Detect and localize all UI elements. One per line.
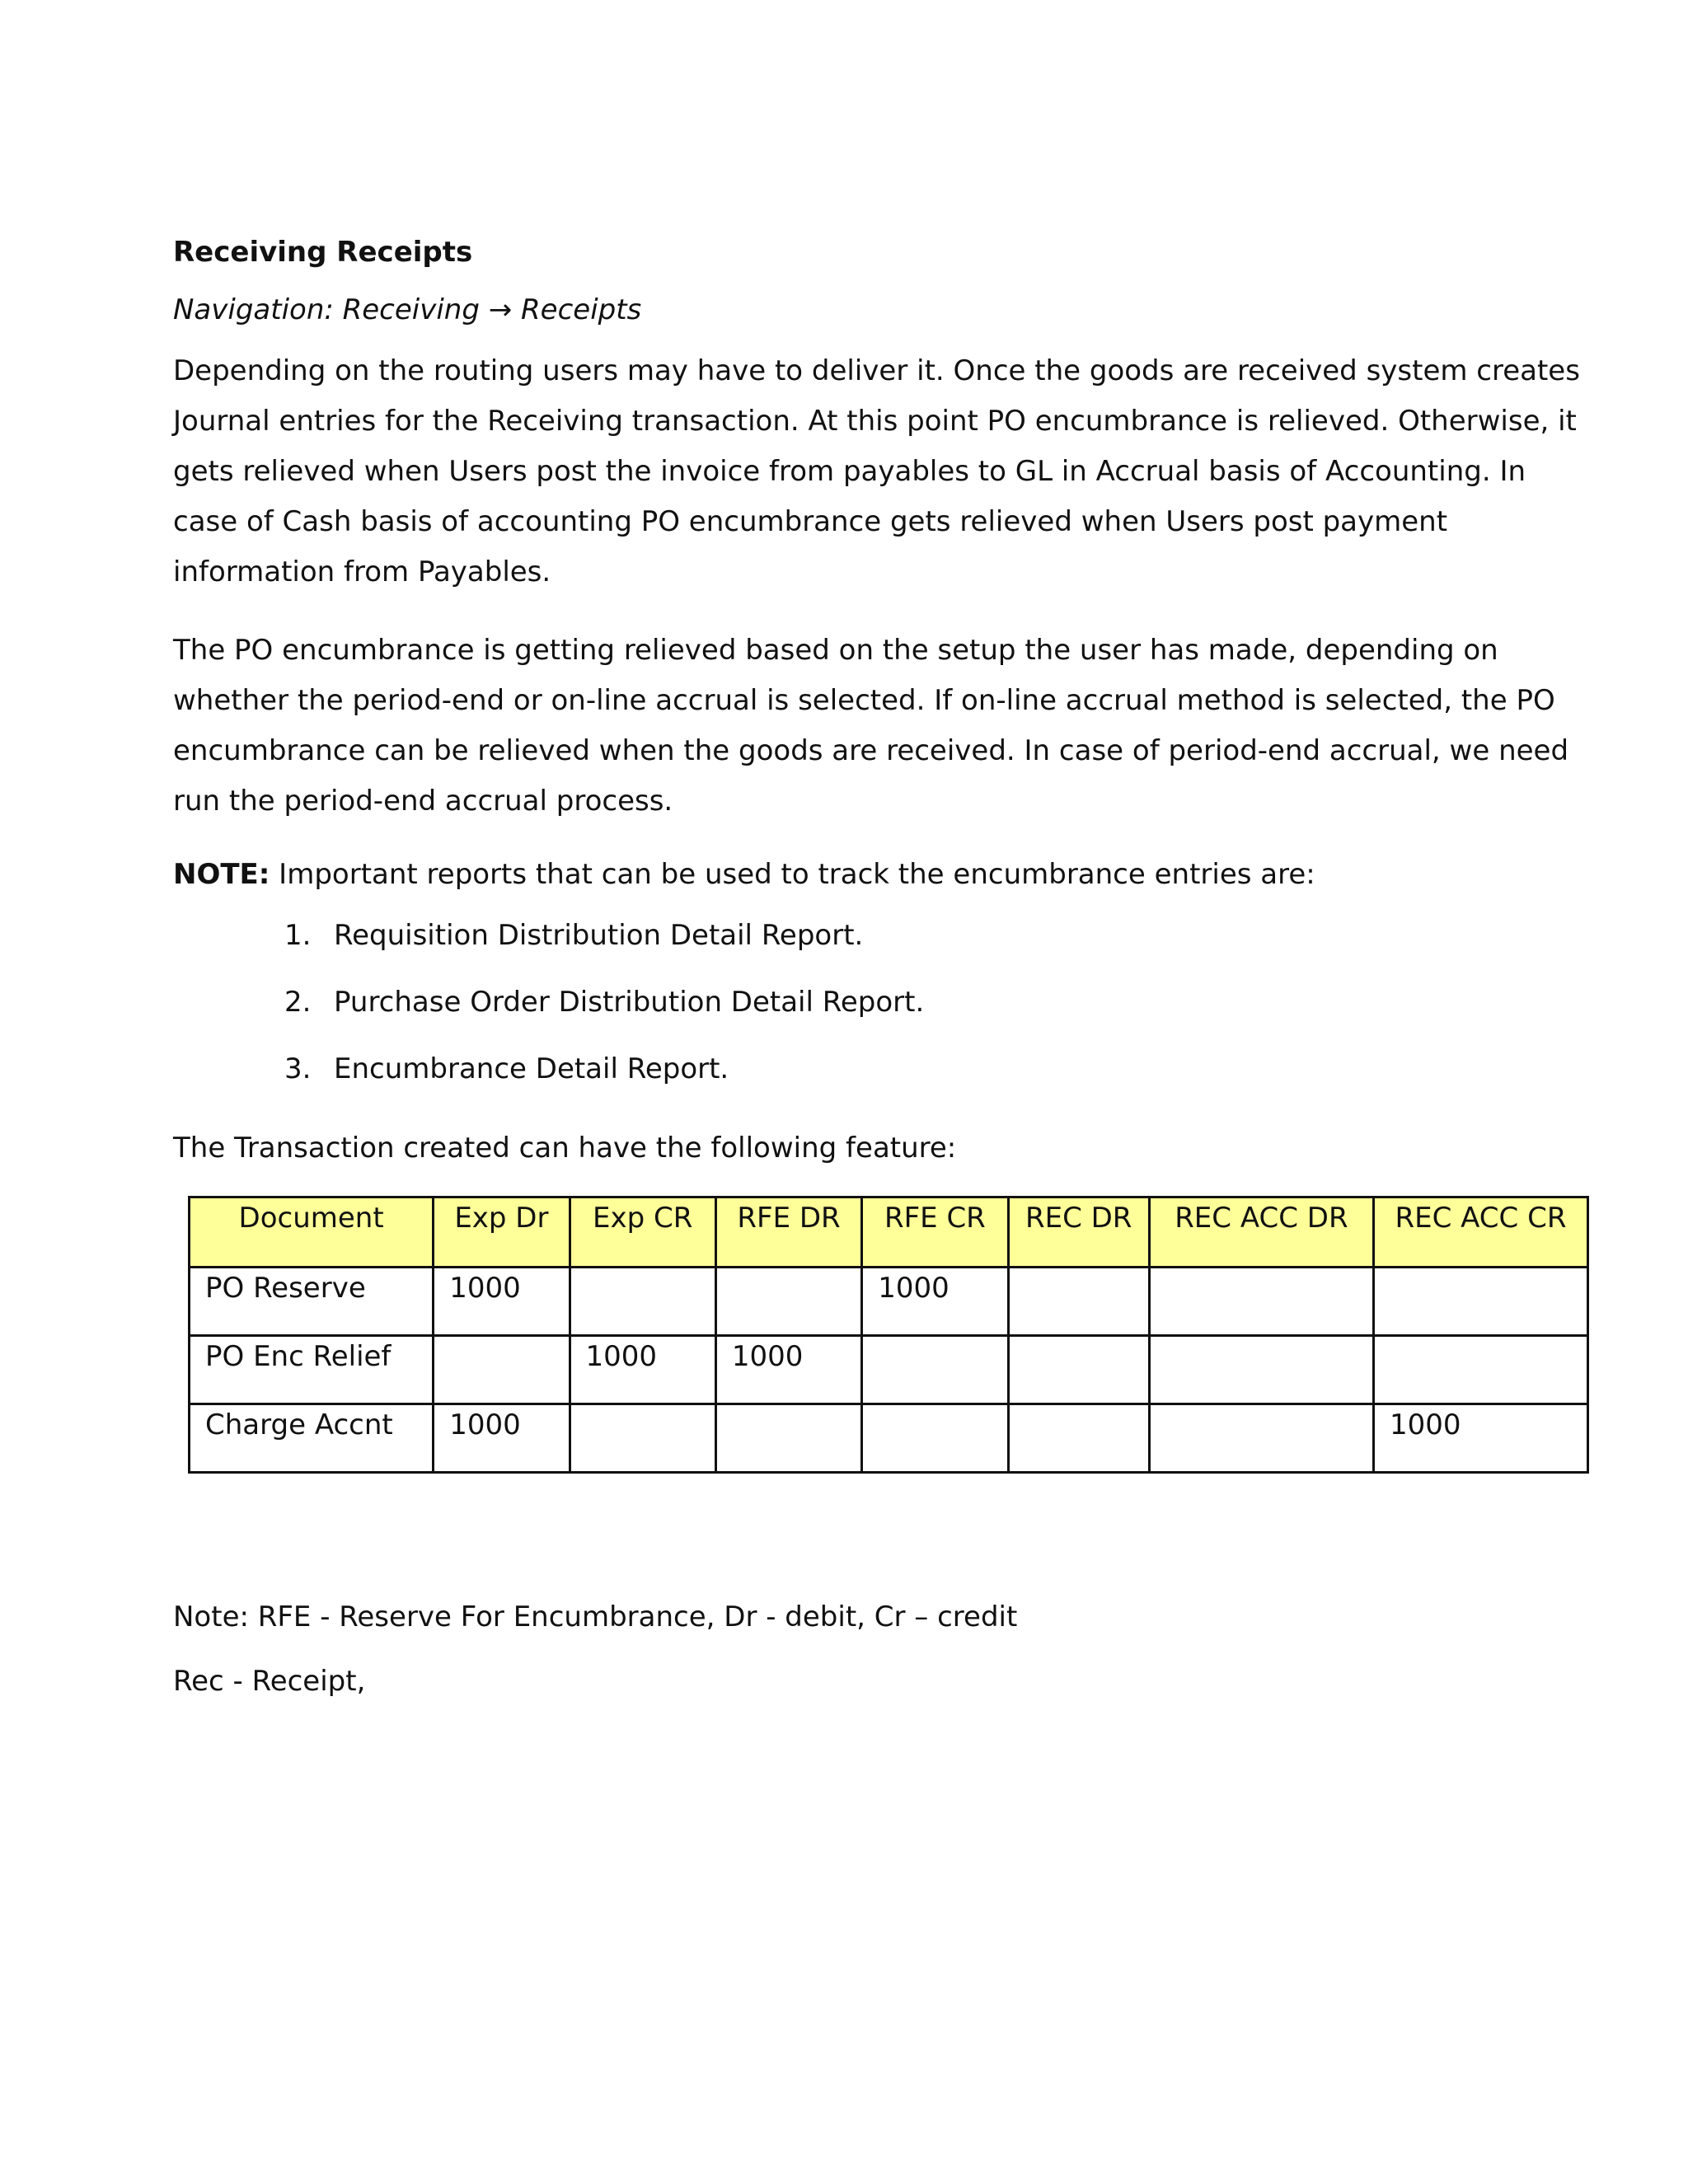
list-item — [173, 1049, 1591, 1089]
table-cell — [1373, 1336, 1587, 1404]
header-cell: Exp CR — [570, 1197, 715, 1268]
table-cell: Charge Accnt — [190, 1404, 434, 1473]
paragraph-receiving: Depending on the routing users may have to deliver it. Once the goods are received system creates Journal entries for the Receiving transaction. At this point PO encumbrance is relieved. Otherwise, it gets relieved when Users post the invoice from payables to GL in Accrual basis of Accounting. In case of Cash basis of accounting PO encumbrance gets relieved when Users post payment information from Payables. — [173, 354, 1580, 588]
document-page — [173, 232, 1591, 1701]
table-cell: 1000 — [1373, 1404, 1587, 1473]
table-cell: 1000 — [434, 1404, 570, 1473]
list-number: 1. — [284, 919, 312, 952]
table-cell: 1000 — [434, 1268, 570, 1336]
list-item — [173, 916, 1591, 955]
table-row — [190, 1336, 1588, 1404]
table-cell — [1008, 1336, 1149, 1404]
header-cell: RFE CR — [862, 1197, 1008, 1268]
list-number: 2. — [284, 986, 312, 1019]
page-title: Receiving Receipts — [173, 236, 473, 269]
table-cell — [1373, 1268, 1587, 1336]
list-text: Requisition Distribution Detail Report. — [334, 919, 864, 952]
paragraph-accrual: The PO encumbrance is getting relieved based on the setup the user has made, depending on whether the period-end or on-line accrual is selected. If on-line accrual method is selected, the PO encumbrance can be relieved when the goods are received. In case of period-end accrual, we need run the period-end accrual process. — [173, 634, 1569, 818]
note-reports — [173, 855, 1591, 894]
table-cell — [570, 1404, 715, 1473]
table-cell — [570, 1268, 715, 1336]
table-cell — [1149, 1336, 1373, 1404]
table-cell — [1149, 1404, 1373, 1473]
table-cell — [434, 1336, 570, 1404]
table-cell — [862, 1336, 1008, 1404]
table-cell: 1000 — [862, 1268, 1008, 1336]
table-cell: PO Reserve — [190, 1268, 434, 1336]
table-cell — [862, 1404, 1008, 1473]
table-cell — [715, 1268, 861, 1336]
table-cell — [1008, 1404, 1149, 1473]
table-row — [190, 1268, 1588, 1336]
report-list — [173, 916, 1591, 1089]
header-cell: RFE DR — [715, 1197, 861, 1268]
table-cell: 1000 — [570, 1336, 715, 1404]
table-cell — [715, 1404, 861, 1473]
list-text: Purchase Order Distribution Detail Report. — [334, 986, 925, 1019]
table-cell: PO Enc Relief — [190, 1336, 434, 1404]
header-cell: REC ACC DR — [1149, 1197, 1373, 1268]
table-cell — [1008, 1268, 1149, 1336]
table-intro: The Transaction created can have the following feature: — [173, 1132, 957, 1165]
table-row — [190, 1404, 1588, 1473]
list-item — [173, 982, 1591, 1022]
note-text: Important reports that can be used to track the encumbrance entries are: — [270, 858, 1315, 891]
note-label: NOTE: — [173, 858, 270, 891]
table-cell — [1149, 1268, 1373, 1336]
transaction-table — [188, 1196, 1589, 1474]
list-text: Encumbrance Detail Report. — [334, 1052, 729, 1085]
abbreviation-note-rec: Rec - Receipt, — [173, 1665, 366, 1698]
header-cell: Document — [190, 1197, 434, 1268]
list-number: 3. — [284, 1052, 312, 1085]
header-cell: Exp Dr — [434, 1197, 570, 1268]
header-cell: REC DR — [1008, 1197, 1149, 1268]
navigation-path: Navigation: Receiving → Receipts — [173, 293, 642, 326]
abbreviation-note: Note: RFE - Reserve For Encumbrance, Dr - debit, Cr – credit — [173, 1601, 1018, 1633]
table-header-row — [190, 1197, 1588, 1268]
table-cell: 1000 — [715, 1336, 861, 1404]
header-cell: REC ACC CR — [1373, 1197, 1587, 1268]
